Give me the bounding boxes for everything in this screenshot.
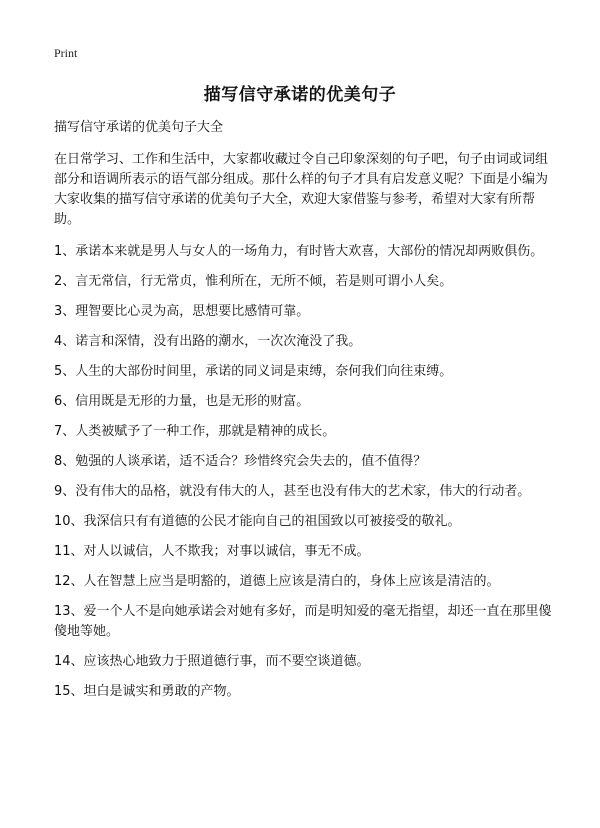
quote-item: 5、人生的大部份时间里，承诺的同义词是束缚，奈何我们向往束缚。 xyxy=(54,364,453,379)
quote-item: 3、理智要比心灵为高，思想要比感情可靠。 xyxy=(54,304,310,319)
article-subtitle: 描写信守承诺的优美句子大全 xyxy=(54,120,224,135)
quote-item: 10、我深信只有有道德的公民才能向自己的祖国致以可被接受的敬礼。 xyxy=(54,514,461,529)
quote-item: 13、爱一个人不是向她承诺会对她有多好，而是明知爱的毫无指望，却还一直在那里傻傻地等她。 xyxy=(54,604,552,639)
quote-item: 12、人在智慧上应当是明豁的，道德上应该是清白的，身体上应该是清洁的。 xyxy=(54,574,500,589)
quote-item: 11、对人以诚信，人不欺我；对事以诚信，事无不成。 xyxy=(54,544,370,559)
quote-list xyxy=(54,242,554,702)
quote-item: 14、应该热心地致力于照道德行事，而不要空谈道德。 xyxy=(54,654,370,669)
quote-item: 8、勉强的人谈承诺，适不适合？珍惜终究会失去的，值不值得？ xyxy=(54,454,427,469)
page-title: 描写信守承诺的优美句子 xyxy=(203,85,397,105)
quote-item: 2、言无常信，行无常贞，惟利所在，无所不倾，若是则可谓小人矣。 xyxy=(54,274,453,289)
print-link[interactable]: Print xyxy=(54,46,78,60)
quote-item: 1、承诺本来就是男人与女人的一场角力，有时皆大欢喜，大部份的情况却两败俱伤。 xyxy=(54,244,544,259)
quote-item: 9、没有伟大的品格，就没有伟大的人，甚至也没有伟大的艺术家，伟大的行动者。 xyxy=(54,484,531,499)
quote-item: 4、诺言和深情，没有出路的潮水，一次次淹没了我。 xyxy=(54,334,362,349)
article-intro: 在日常学习、工作和生活中，大家都收藏过令自己印象深刻的句子吧，句子由词或词组部分和语调所表示的语气部分组成。那什么样的句子才具有启发意义呢？下面是小编为大家收集的描写信守承诺的优美句子大全，欢迎大家借鉴与参考，希望对大家有所帮助。 xyxy=(54,152,549,227)
quote-item: 7、人类被赋予了一种工作，那就是精神的成长。 xyxy=(54,424,336,439)
quote-item: 6、信用既是无形的力量，也是无形的财富。 xyxy=(54,394,310,409)
quote-item: 15、坦白是诚实和勇敢的产物。 xyxy=(54,684,240,699)
article-body xyxy=(54,118,554,712)
